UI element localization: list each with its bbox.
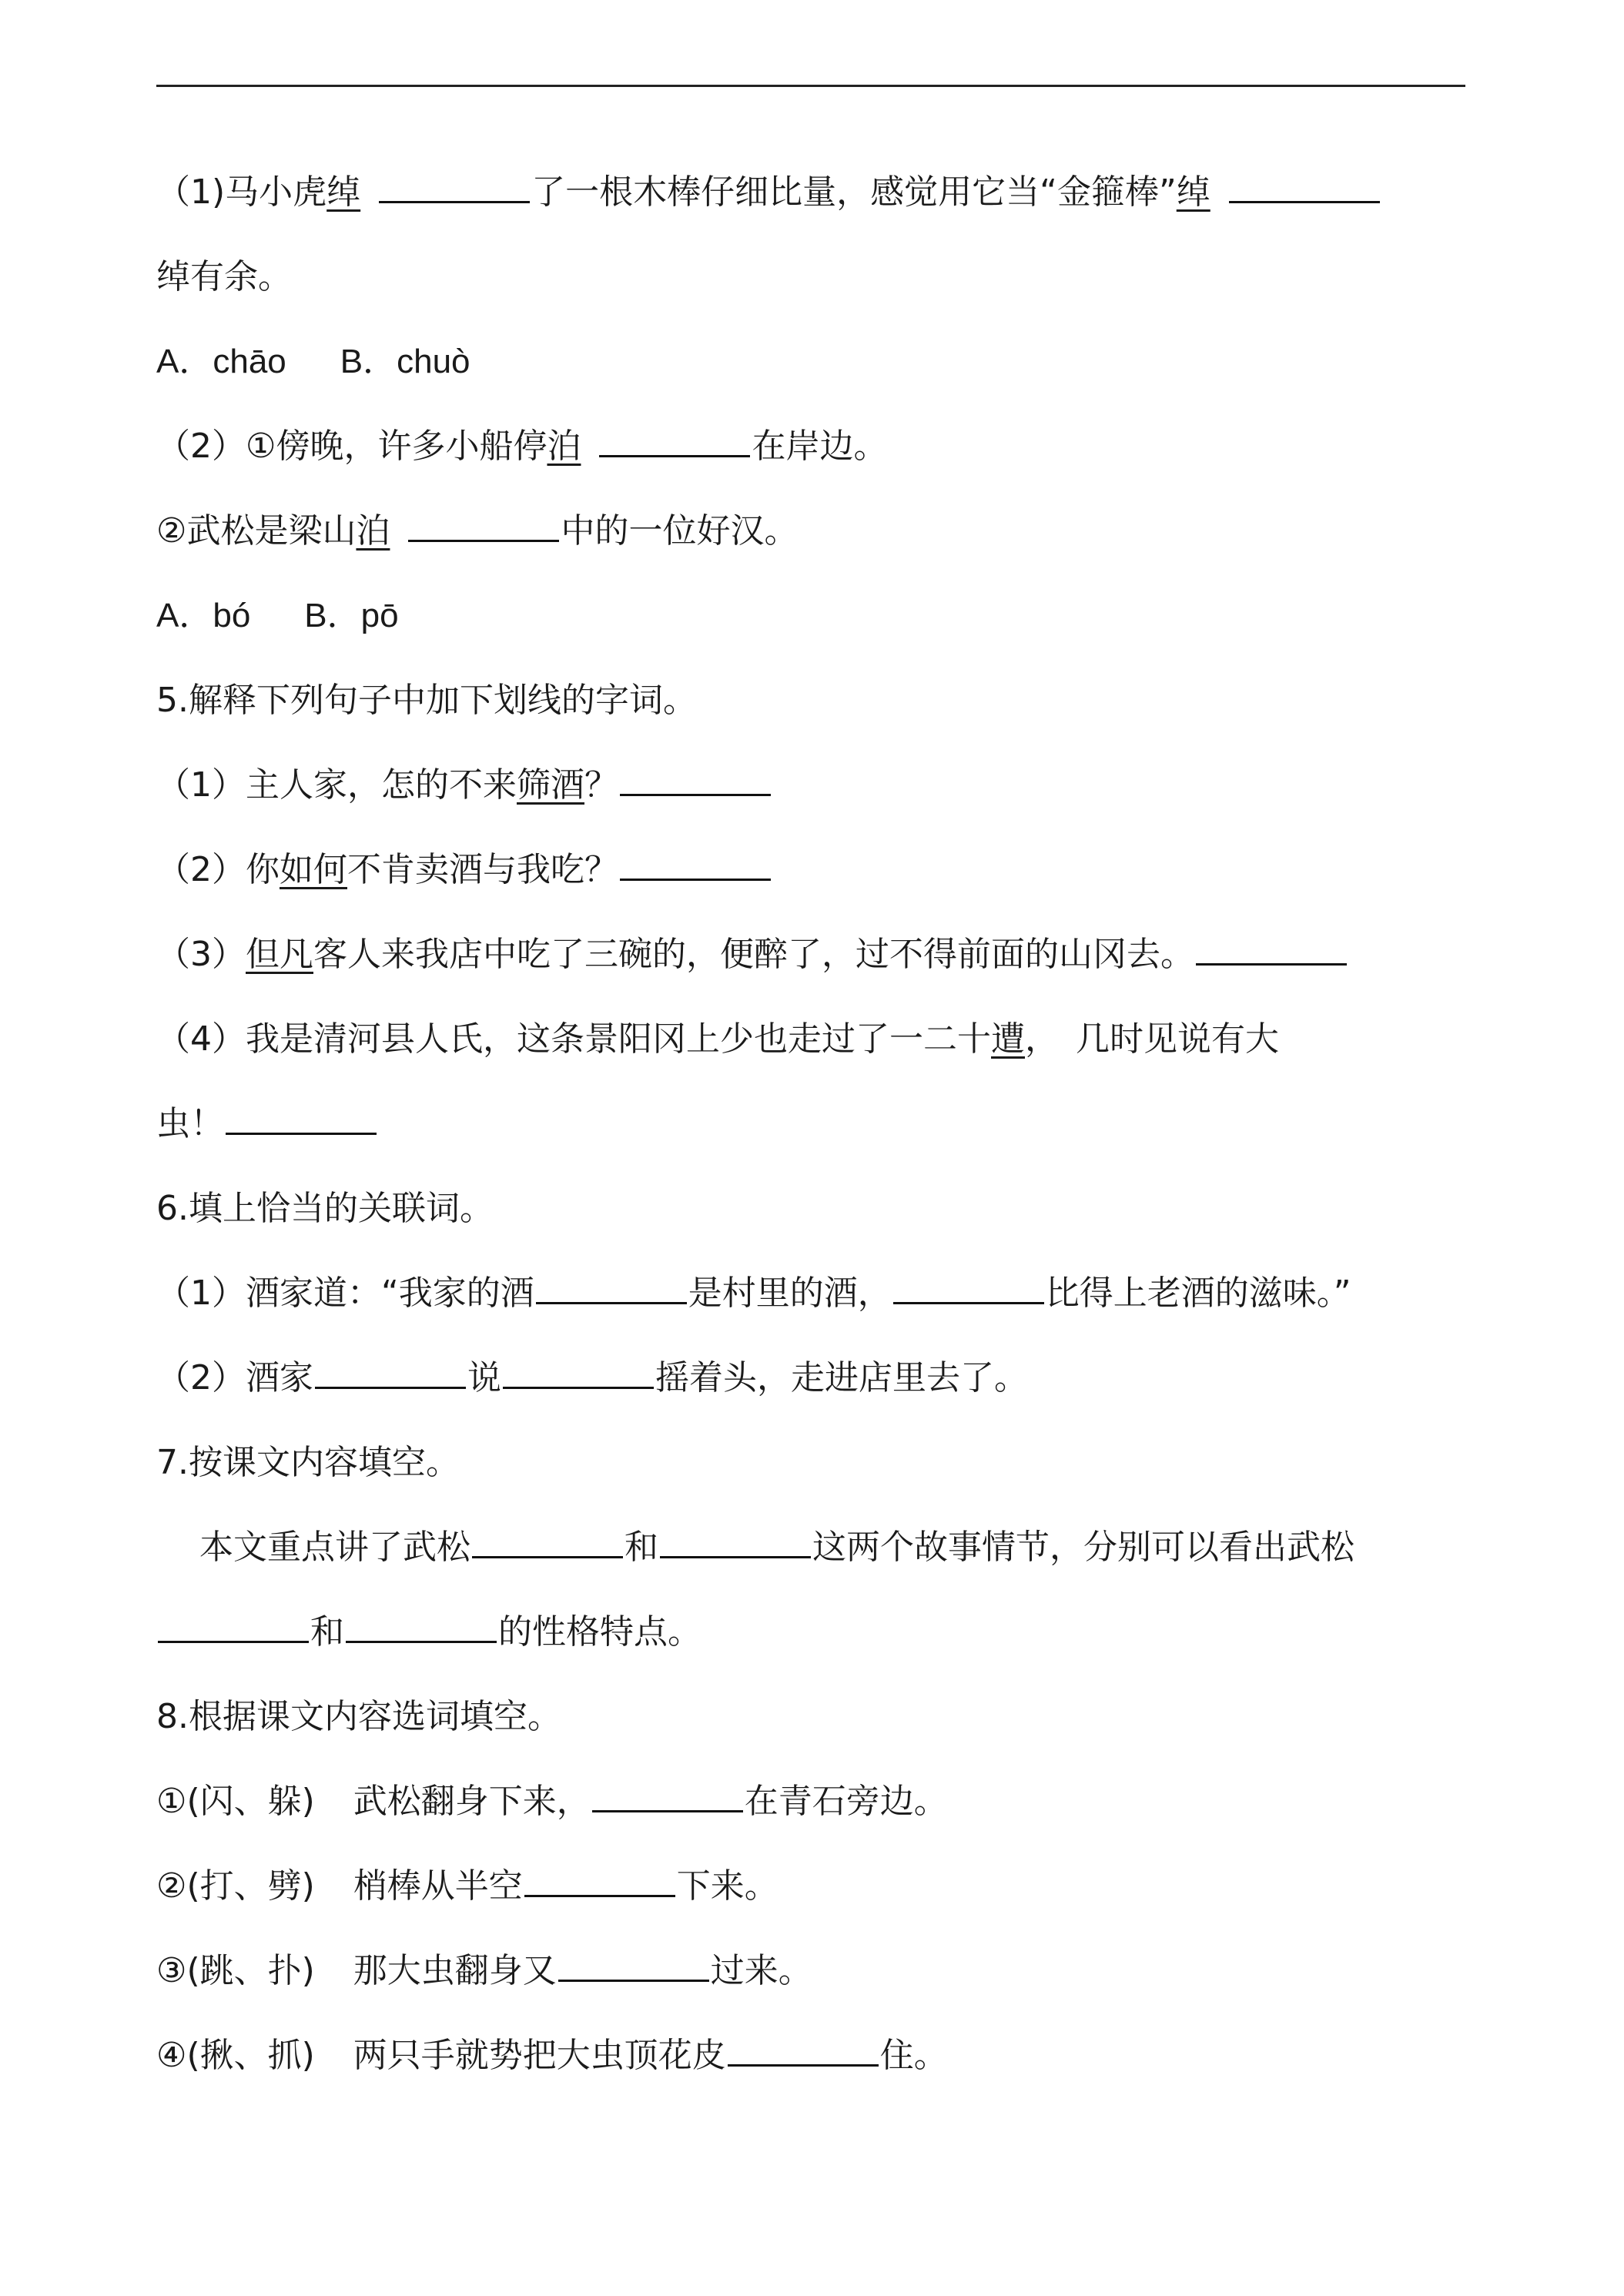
- underlined-char: 绰: [326, 172, 361, 212]
- text: 和: [624, 1528, 658, 1567]
- word-choices: (跳、扑): [186, 1951, 315, 1990]
- q5-item-4: [156, 997, 1465, 1082]
- answer-blank[interactable]: [226, 1102, 377, 1135]
- text: 摇着头，走进店里去了。: [655, 1358, 1028, 1397]
- text: ②武松是梁山: [156, 511, 357, 551]
- answer-blank[interactable]: [599, 424, 750, 457]
- text: 梢棒从半空: [353, 1866, 523, 1906]
- text: 住。: [879, 2036, 948, 2075]
- option-a[interactable]: A．bó: [156, 597, 251, 634]
- text: 客人来我店中吃了三碗的，便醉了，过不得前面的山冈去。: [313, 935, 1194, 974]
- text: 是村里的酒，: [688, 1274, 892, 1313]
- option-b[interactable]: B．chuò: [340, 343, 470, 380]
- text: 下来。: [676, 1866, 779, 1906]
- item-number: ④: [156, 2036, 187, 2075]
- answer-blank[interactable]: [472, 1525, 623, 1558]
- text: 了一根木棒仔细比量，感觉用它当“金箍棒”: [531, 172, 1177, 212]
- text: 在岸边。: [752, 427, 888, 466]
- q6-title: 6.填上恰当的关联词。: [156, 1189, 494, 1228]
- text: （1)马小虎: [156, 172, 327, 212]
- answer-blank[interactable]: [660, 1525, 811, 1558]
- q6-item-1: [156, 1251, 1465, 1336]
- answer-blank[interactable]: [408, 509, 559, 542]
- text: 那大虫翻身又: [353, 1951, 557, 1990]
- text: 在青石旁边。: [744, 1782, 948, 1821]
- q4-sentence-1: [156, 150, 1465, 235]
- answer-blank[interactable]: [893, 1271, 1044, 1304]
- text: ， 几时见说有大: [1025, 1019, 1279, 1059]
- text: 两只手就势把大虫顶花皮: [353, 2036, 726, 2075]
- answer-blank[interactable]: [1196, 932, 1347, 966]
- q4-sentence-2: [156, 404, 1465, 489]
- text: 虫！: [156, 1104, 224, 1143]
- item-number: ①: [156, 1782, 187, 1821]
- word-choices: (打、劈): [186, 1866, 315, 1906]
- text: （2）①傍晚，许多小船停: [156, 427, 547, 466]
- text: 本文重点讲了武松: [199, 1528, 470, 1567]
- q7-title: 7.按课文内容填空。: [156, 1443, 460, 1482]
- text: 不肯卖酒与我吃？: [347, 850, 618, 889]
- q7-paragraph-1: [156, 1505, 1465, 1590]
- q8-item: [156, 2013, 1465, 2098]
- q5-item-2: [156, 828, 1465, 912]
- header-rule: [156, 85, 1465, 87]
- answer-blank[interactable]: [379, 170, 530, 203]
- text: 说: [467, 1358, 501, 1397]
- q4-options-1: [156, 320, 1465, 404]
- q4-sentence-1-cont: [156, 235, 1465, 320]
- text: （2）你: [156, 850, 280, 889]
- text: （3）: [156, 935, 246, 974]
- answer-blank[interactable]: [620, 848, 771, 881]
- q5-item-3: [156, 912, 1465, 997]
- text: 绰有余。: [156, 257, 292, 296]
- text: ？: [584, 765, 618, 805]
- option-b[interactable]: B．pō: [304, 597, 399, 634]
- item-number: ②: [156, 1866, 187, 1906]
- q8-title: 8.根据课文内容选词填空。: [156, 1697, 561, 1736]
- word-choices: (揪、抓): [186, 2036, 315, 2075]
- answer-blank[interactable]: [592, 1779, 743, 1812]
- text: （2）酒家: [156, 1358, 313, 1397]
- q8-item: [156, 1844, 1465, 1929]
- text: （1）酒家道：“我家的酒: [156, 1274, 534, 1313]
- worksheet: [156, 150, 1465, 2098]
- item-number: ③: [156, 1951, 187, 1990]
- text: 的性格特点。: [498, 1612, 702, 1652]
- text: 武松翻身下来，: [353, 1782, 591, 1821]
- answer-blank[interactable]: [315, 1356, 466, 1389]
- word-choices: (闪、躲): [186, 1782, 315, 1821]
- answer-blank[interactable]: [728, 2033, 879, 2067]
- text: 比得上老酒的滋味。”: [1045, 1274, 1351, 1313]
- q6-item-2: [156, 1336, 1465, 1421]
- answer-blank[interactable]: [558, 1949, 709, 1982]
- option-a[interactable]: A．chāo: [156, 343, 286, 380]
- text: （1）主人家，怎的不来: [156, 765, 517, 805]
- answer-blank[interactable]: [620, 763, 771, 796]
- q5-title: 5.解释下列句子中加下划线的字词。: [156, 681, 697, 720]
- underlined-char: 泊: [547, 427, 581, 466]
- underlined-word: 如何: [280, 850, 347, 889]
- answer-blank[interactable]: [536, 1271, 687, 1304]
- text: （4）我是清河县人氏，这条景阳冈上少也走过了一二十: [156, 1019, 991, 1059]
- answer-blank[interactable]: [158, 1610, 309, 1643]
- text: 中的一位好汉。: [561, 511, 799, 551]
- underlined-word: 但凡: [246, 935, 313, 974]
- q4-sentence-3: [156, 489, 1465, 574]
- text: 过来。: [710, 1951, 812, 1990]
- answer-blank[interactable]: [524, 1864, 675, 1897]
- underlined-char: 绰: [1176, 172, 1210, 212]
- q5-item-4-cont: [156, 1082, 1465, 1166]
- underlined-word: 筛酒: [517, 765, 584, 805]
- answer-blank[interactable]: [346, 1610, 497, 1643]
- underlined-char: 泊: [356, 511, 390, 551]
- answer-blank[interactable]: [1229, 170, 1380, 203]
- q4-options-2: [156, 574, 1465, 658]
- text: 和: [310, 1612, 344, 1652]
- q7-paragraph-2: [156, 1590, 1465, 1675]
- q8-item: [156, 1929, 1465, 2013]
- answer-blank[interactable]: [503, 1356, 654, 1389]
- underlined-word: 遭: [991, 1019, 1025, 1059]
- q5-item-1: [156, 743, 1465, 828]
- text: 这两个故事情节，分别可以看出武松: [812, 1528, 1354, 1567]
- q8-item: [156, 1759, 1465, 1844]
